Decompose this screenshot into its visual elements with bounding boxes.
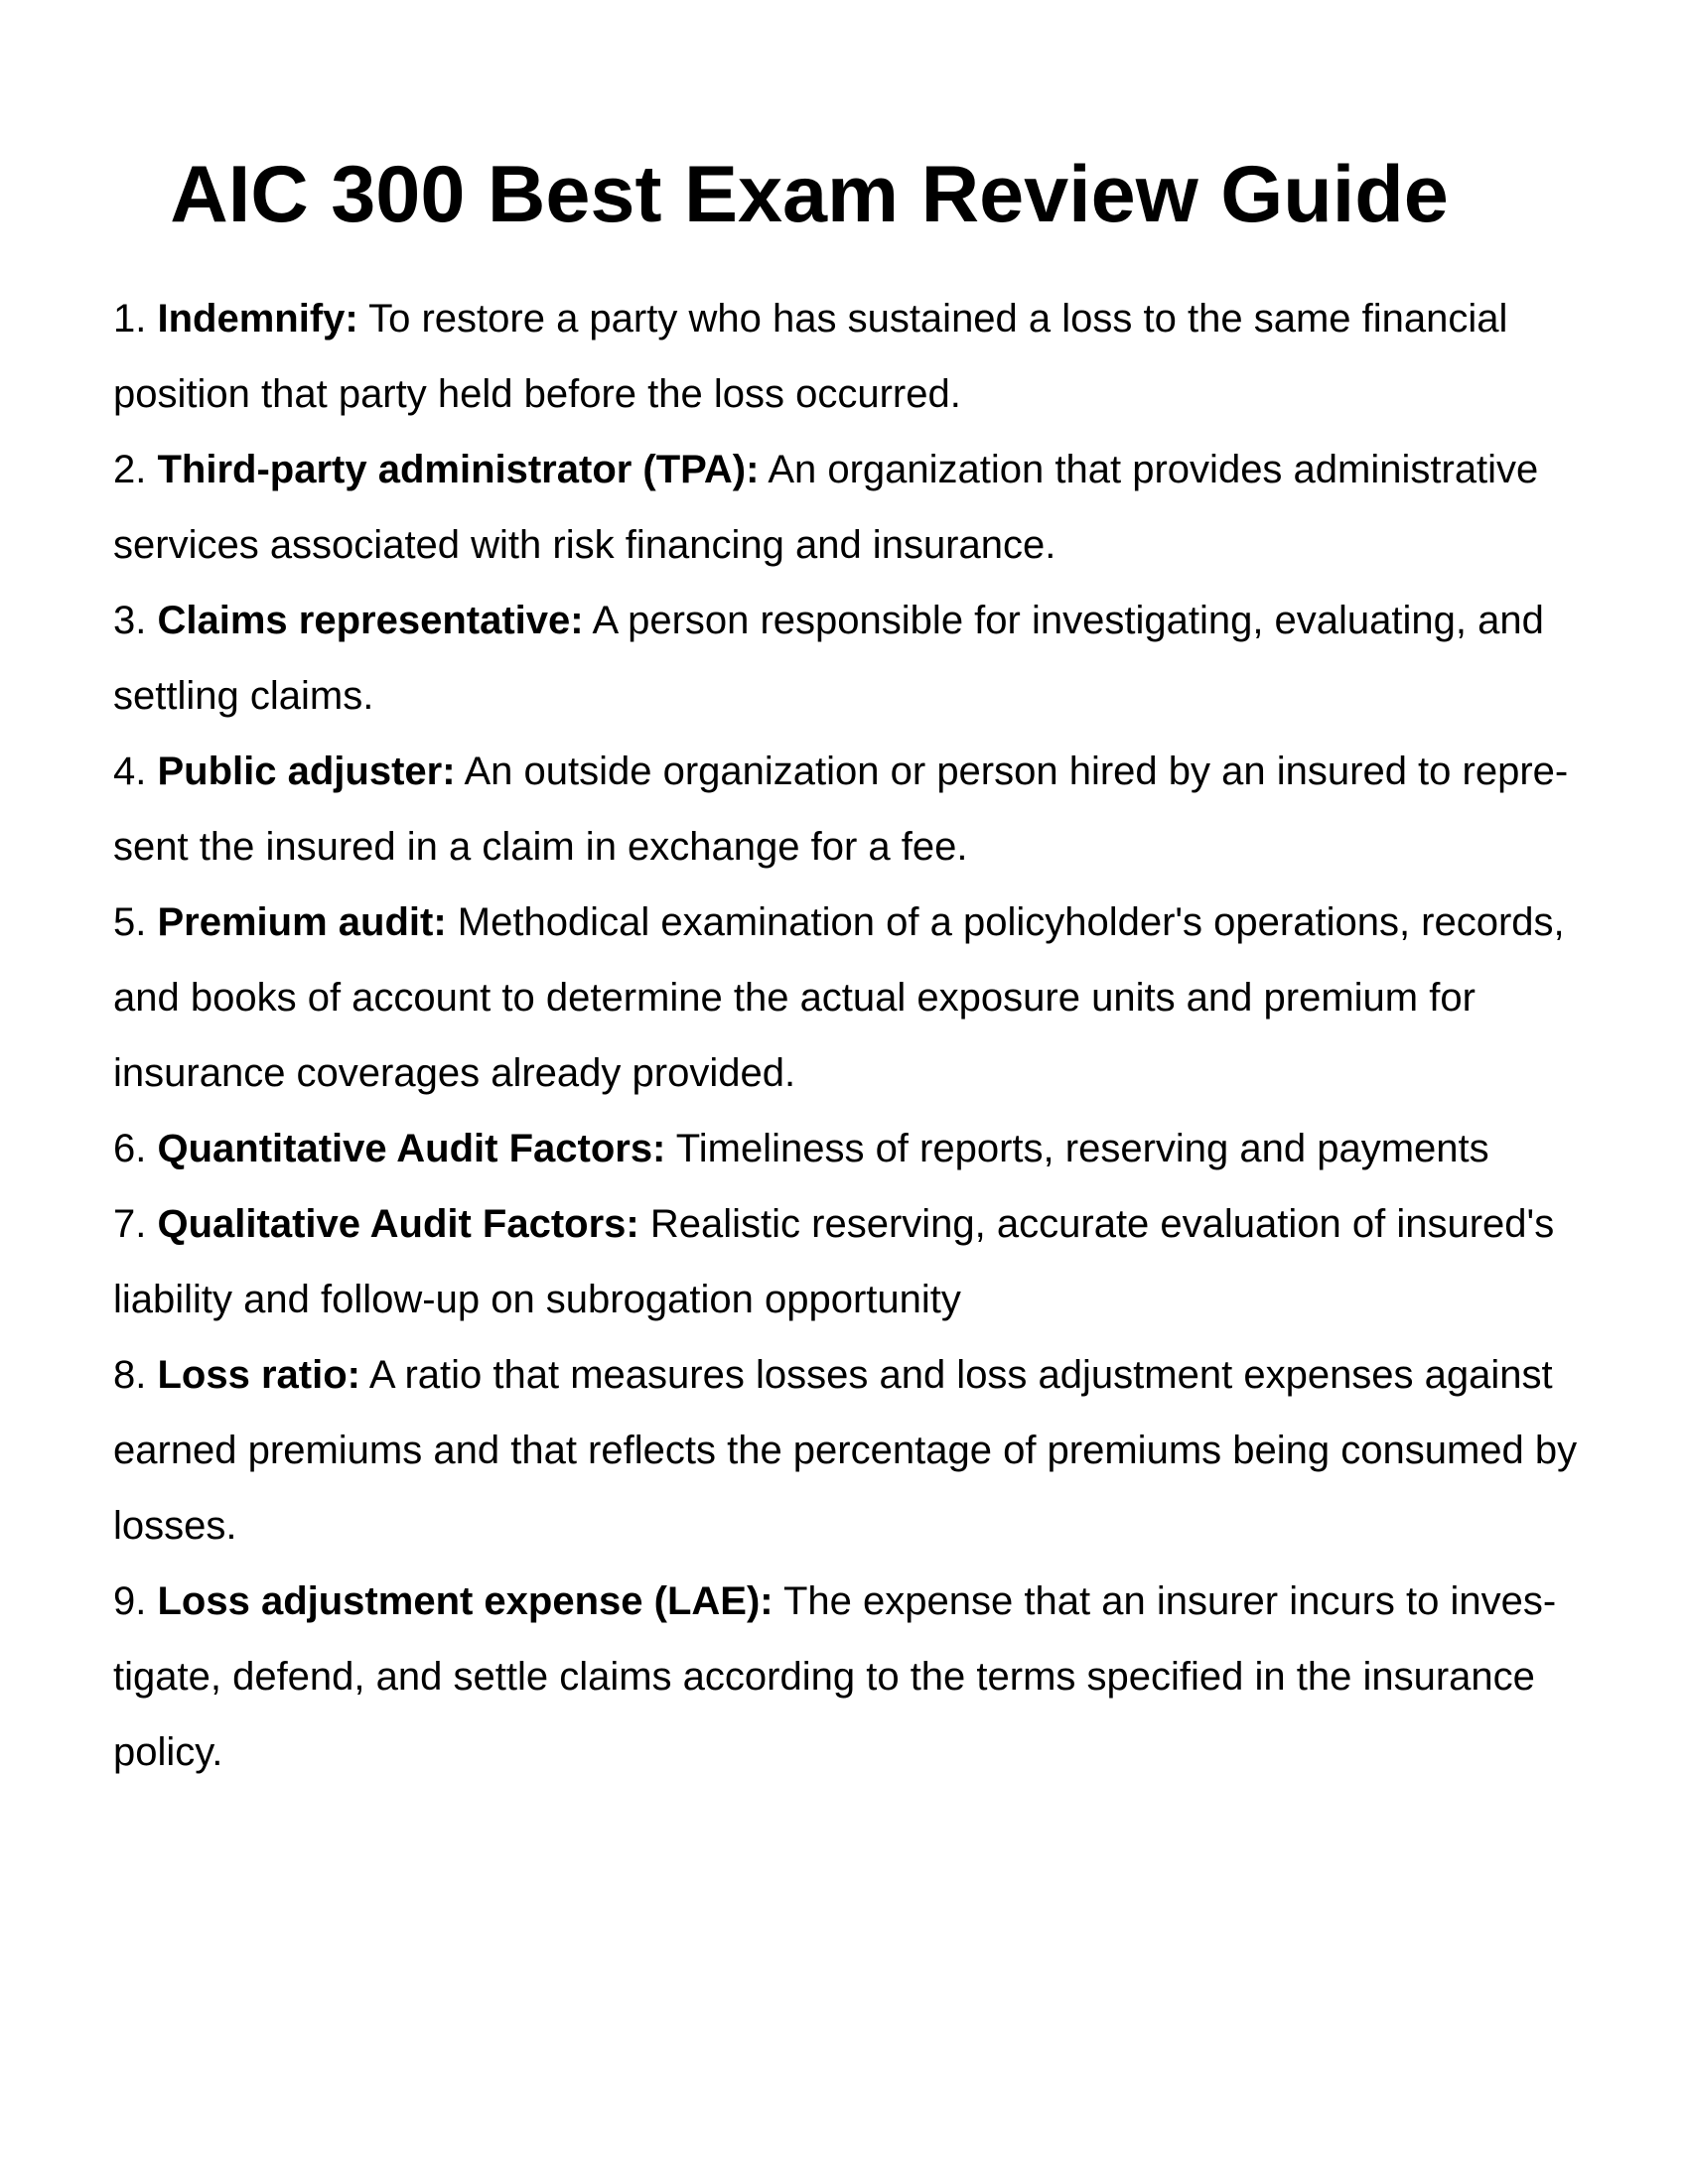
entry-definition: A ratio that measures losses and loss adjustment expenses against earned premiums and that reflects the percentage of premiums being consumed by losses. — [113, 1353, 1578, 1548]
entry-term: Public adjuster: — [157, 750, 456, 793]
entry-term: Loss ratio: — [157, 1353, 360, 1397]
list-item — [113, 583, 1613, 734]
entry-number: 7. — [113, 1202, 147, 1246]
entry-term: Loss adjustment expense (LAE): — [157, 1579, 774, 1623]
entry-definition: An outside organization or person hired by an insured to repre- sent the insured in a claim in exchange for a fee. — [113, 750, 1569, 869]
list-item — [113, 1186, 1613, 1337]
entry-number: 1. — [113, 297, 147, 341]
entry-term: Quantitative Audit Factors: — [157, 1127, 666, 1170]
entry-definition: The expense that an insurer incurs to inves- tigate, defend, and settle claims according to the terms specified in the insurance policy. — [113, 1579, 1557, 1774]
page-title: AIC 300 Best Exam Review Guide — [170, 150, 1449, 239]
entry-term: Premium audit: — [157, 900, 447, 944]
entry-term: Indemnify: — [157, 297, 358, 341]
entry-number: 9. — [113, 1579, 147, 1623]
list-item — [113, 885, 1613, 1111]
entry-definition: Methodical examination of a policyholder's operations, records, and books of account to determine the actual exposure units and premium for insurance coverages already provided. — [113, 900, 1565, 1095]
entry-term: Qualitative Audit Factors: — [157, 1202, 639, 1246]
glossary-list — [113, 281, 1613, 1790]
entry-definition: Realistic reserving, accurate evaluation of insured's liability and follow-up on subrogation opportunity — [113, 1202, 1555, 1321]
entry-number: 3. — [113, 599, 147, 642]
entry-term: Third-party administrator (TPA): — [157, 448, 760, 491]
entry-definition: A person responsible for investigating, evaluating, and settling claims. — [113, 599, 1544, 718]
entry-number: 4. — [113, 750, 147, 793]
entry-definition: To restore a party who has sustained a loss to the same financial position that party held before the loss occurred. — [113, 297, 1508, 416]
entry-definition: An organization that provides administrative services associated with risk financing and insurance. — [113, 448, 1539, 567]
entry-definition: Timeliness of reports, reserving and payments — [675, 1127, 1489, 1170]
entry-number: 6. — [113, 1127, 147, 1170]
entry-number: 8. — [113, 1353, 147, 1397]
list-item — [113, 734, 1613, 885]
list-item — [113, 1111, 1613, 1186]
list-item — [113, 432, 1613, 583]
list-item — [113, 1564, 1613, 1790]
list-item — [113, 1337, 1613, 1564]
entry-number: 2. — [113, 448, 147, 491]
list-item — [113, 281, 1613, 432]
entry-term: Claims representative: — [157, 599, 584, 642]
entry-number: 5. — [113, 900, 147, 944]
